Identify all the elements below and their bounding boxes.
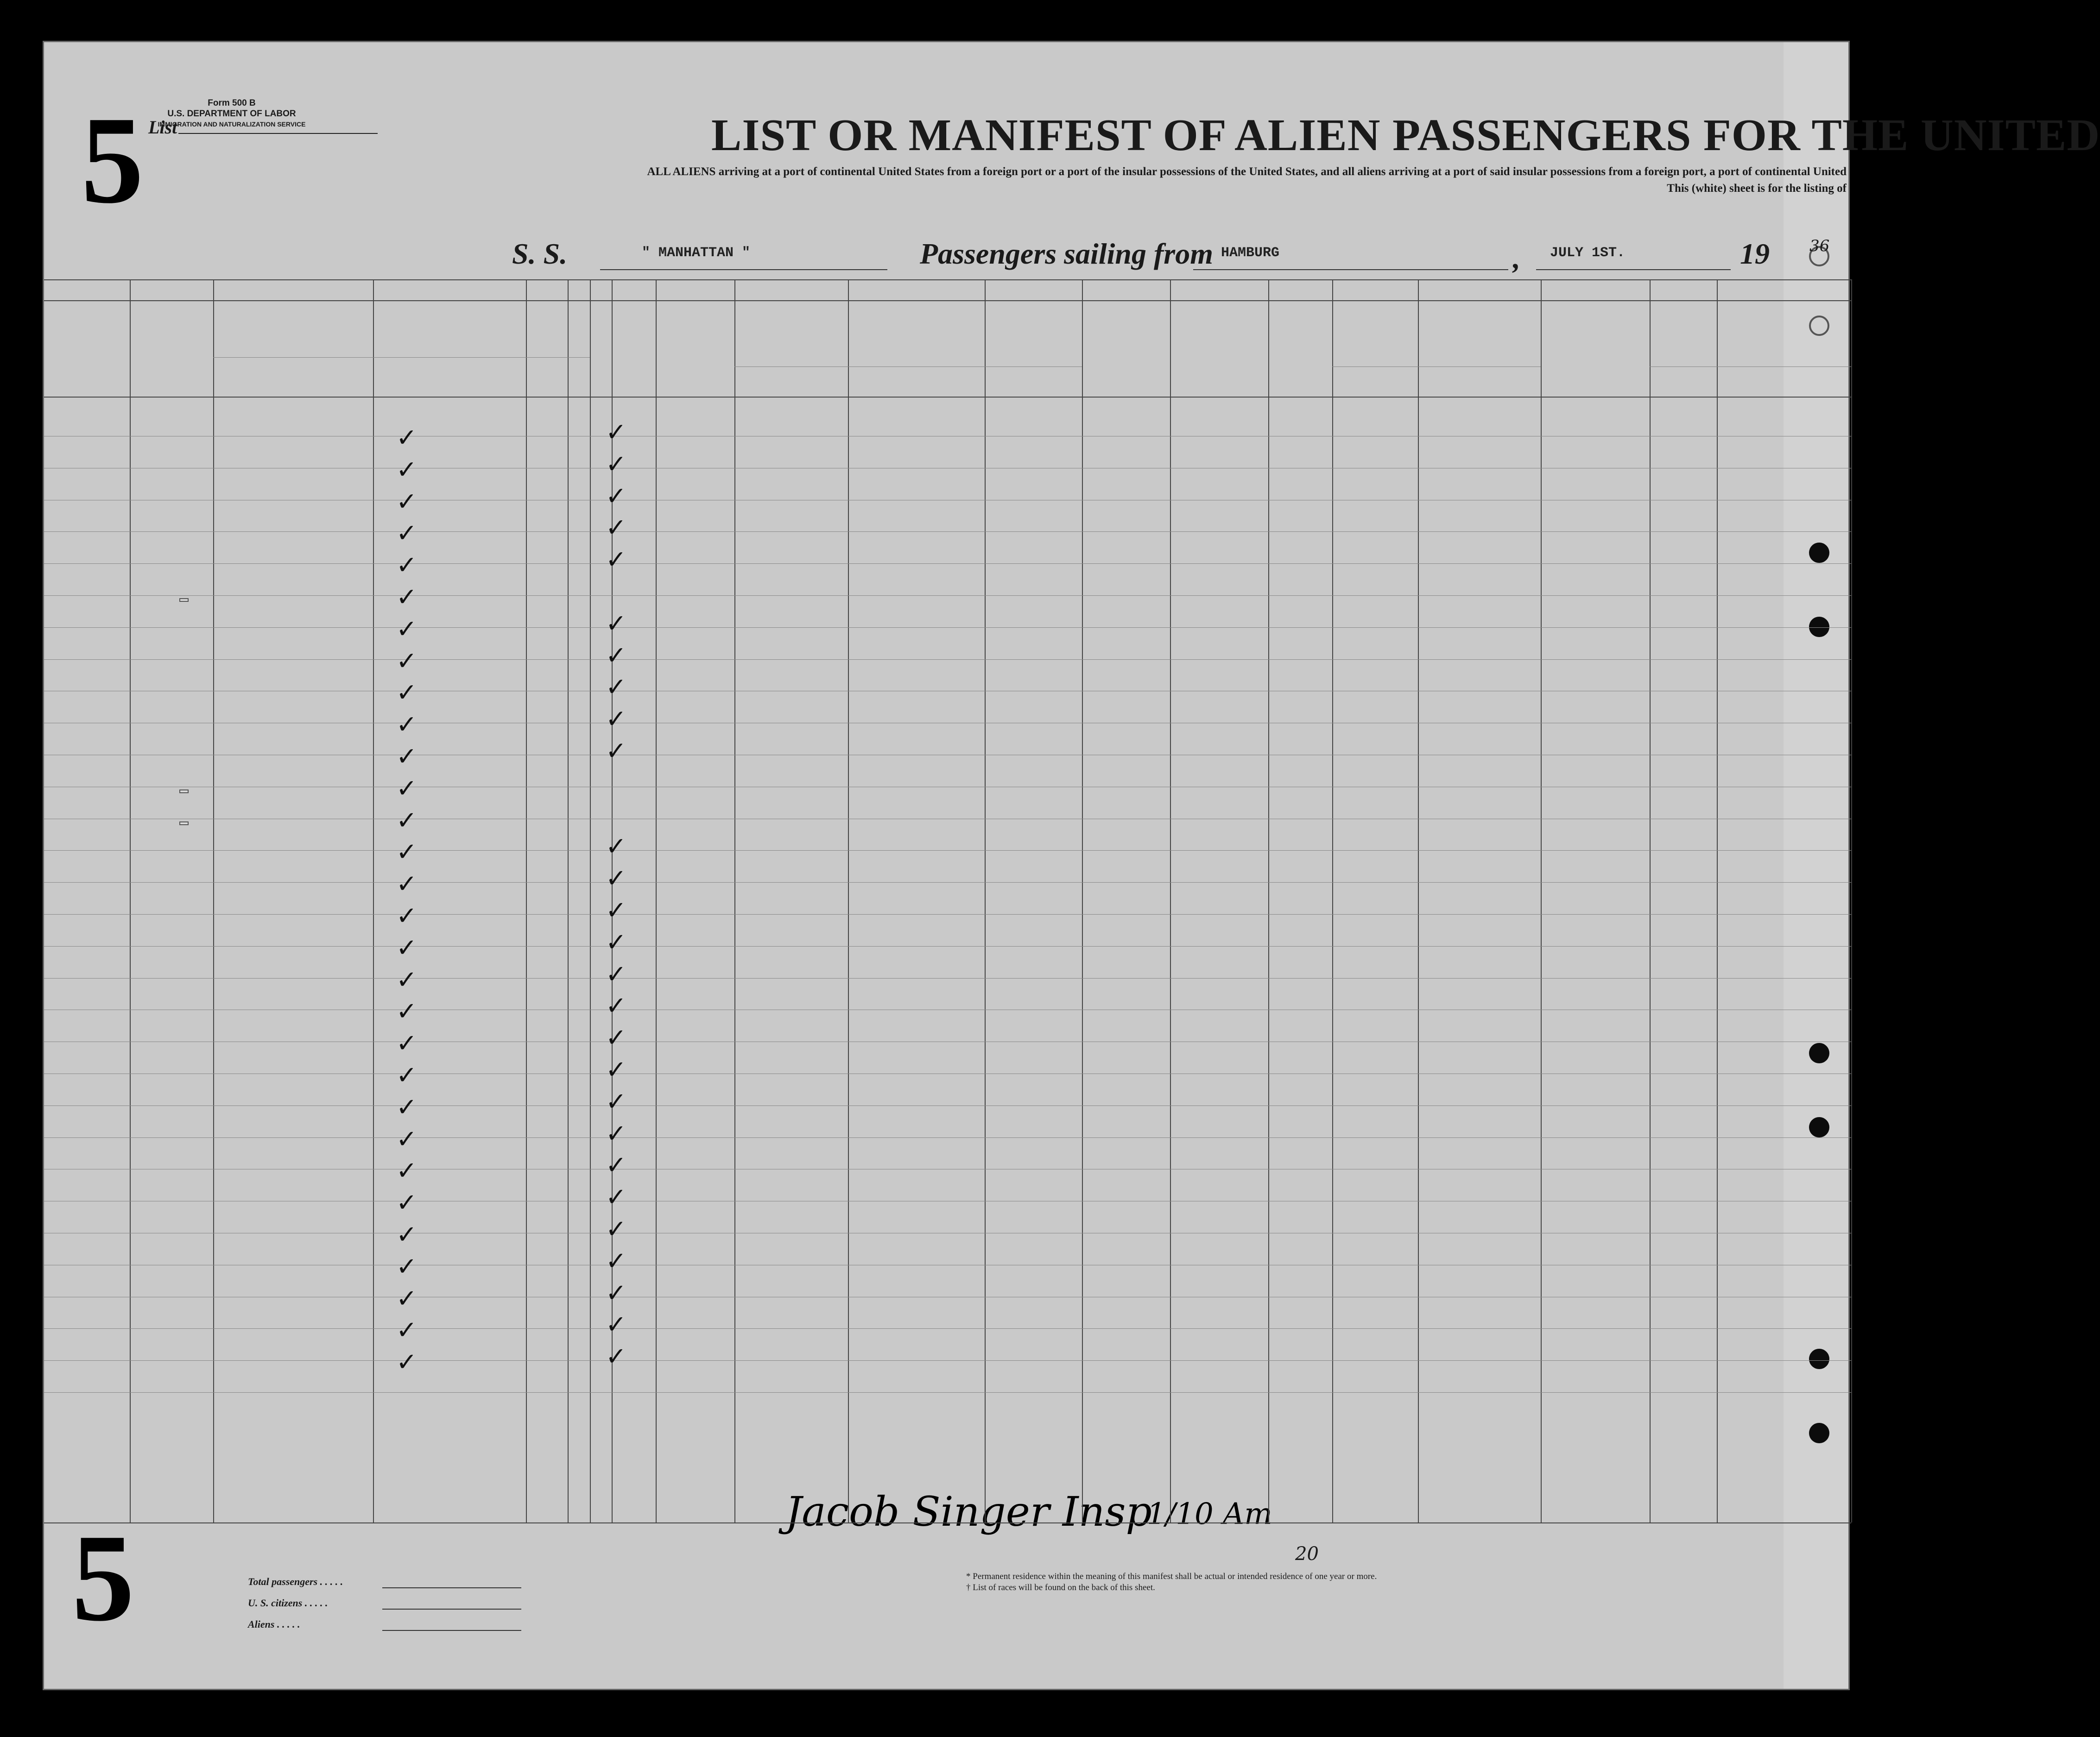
header-bottom-rule	[44, 397, 1851, 398]
able-subheader-rule	[734, 366, 1082, 367]
row-rule	[44, 946, 1851, 947]
row-rule	[44, 563, 1851, 564]
issued-subheader-rule	[1650, 366, 1851, 367]
check-mark-icon: ✓	[396, 1188, 417, 1218]
check-mark-icon: ✓	[396, 550, 417, 580]
column-divider	[1082, 279, 1083, 1522]
check-mark-icon: ✓	[606, 1246, 627, 1276]
check-mark-icon: ✓	[606, 1342, 627, 1371]
check-mark-icon: ✓	[396, 423, 417, 452]
port-fill-line	[1193, 269, 1508, 270]
check-mark-icon: ✓	[606, 672, 627, 702]
check-mark-icon: ✓	[396, 582, 417, 612]
comma: ,	[1513, 242, 1520, 275]
check-mark-icon: ✓	[606, 1118, 627, 1148]
check-mark-icon: ✓	[606, 545, 627, 575]
check-mark-icon: ✓	[396, 1315, 417, 1345]
total-passengers-label: Total passengers . . . . .	[248, 1576, 343, 1587]
column-divider	[526, 279, 527, 1522]
check-mark-icon: ✓	[606, 704, 627, 734]
check-mark-icon: ✓	[606, 1150, 627, 1180]
check-mark-icon: ✓	[396, 678, 417, 707]
check-mark-icon: ✓	[396, 901, 417, 930]
check-mark-icon: ✓	[606, 1278, 627, 1307]
check-mark-icon: ✓	[396, 1251, 417, 1281]
us-citizens-label: U. S. citizens . . . . .	[248, 1597, 328, 1609]
check-mark-icon: ✓	[606, 1023, 627, 1053]
check-mark-icon: ✓	[396, 805, 417, 835]
check-mark-icon: ✓	[606, 513, 627, 543]
manifest-table	[44, 279, 1851, 1521]
column-divider	[1418, 279, 1419, 1522]
check-mark-icon: ✓	[396, 773, 417, 803]
row-rule	[44, 1328, 1851, 1329]
footnote: * Permanent residence within the meaning of this manifest shall be actual or intended residence of one year or more.	[966, 1572, 1377, 1581]
subtitle-line: This (white) sheet is for the listing of	[1667, 182, 1847, 195]
check-mark-icon: ✓	[396, 486, 417, 516]
age-subheader-rule	[526, 357, 590, 358]
check-mark-icon: ✓	[606, 896, 627, 925]
check-mark-icon: ✓	[396, 1220, 417, 1249]
department-name: U.S. DEPARTMENT OF LABOR	[167, 109, 296, 119]
column-divider	[1170, 279, 1171, 1522]
handwritten-count: 20	[1295, 1543, 1319, 1565]
check-mark-icon: ✓	[606, 927, 627, 957]
check-mark-icon: ✓	[606, 481, 627, 511]
check-mark-icon: ✓	[396, 1124, 417, 1154]
check-mark-icon: ✓	[606, 417, 627, 447]
column-number-rule	[44, 300, 1851, 301]
row-rule	[44, 850, 1851, 851]
row-rule	[44, 531, 1851, 532]
column-divider	[848, 279, 849, 1522]
list-number-stamp-top: 5	[81, 91, 144, 229]
check-mark-icon: ✓	[606, 1310, 627, 1339]
row-rule	[44, 914, 1851, 915]
check-mark-icon: ✓	[606, 736, 627, 765]
ship-name: " MANHATTAN "	[642, 245, 751, 261]
row-rule	[44, 595, 1851, 596]
check-mark-icon: ✓	[606, 1086, 627, 1116]
check-mark-icon: ✓	[396, 455, 417, 484]
column-divider	[656, 279, 657, 1522]
list-number-stamp-bottom: 5	[72, 1509, 134, 1647]
page-subtitle	[461, 164, 1847, 197]
manifest-sheet	[43, 41, 2100, 1690]
column-divider	[130, 279, 131, 1522]
date-fill-line	[1536, 269, 1731, 270]
check-mark-icon: ✓	[396, 1283, 417, 1313]
check-mark-icon: ✓	[606, 608, 627, 638]
form-number: Form 500 B	[208, 98, 256, 108]
subtitle-line: ALL ALIENS arriving at a port of continental United States from a foreign port or a port of the insular possessions of the United States, and all aliens arriving at a port of said insular possessions from a foreign port, a port of continental United	[647, 165, 1847, 178]
check-mark-icon: ✓	[606, 449, 627, 479]
column-divider	[1851, 279, 1852, 1522]
check-mark-icon: ✓	[396, 742, 417, 771]
column-divider	[985, 279, 986, 1522]
birth-subheader-rule	[1332, 366, 1541, 367]
check-mark-icon: ✓	[606, 1182, 627, 1212]
aliens-label: Aliens . . . . .	[248, 1618, 300, 1630]
aliens-line	[382, 1630, 521, 1631]
row-rule	[44, 882, 1851, 883]
check-mark-icon: ✓	[606, 1055, 627, 1084]
row-rule	[44, 1105, 1851, 1106]
table-bottom-rule	[44, 1522, 1851, 1523]
check-mark-icon: ✓	[396, 837, 417, 867]
check-mark-icon: ✓	[606, 1214, 627, 1244]
sailing-date: JULY 1ST.	[1550, 245, 1626, 261]
us-citizen-stamp	[179, 598, 189, 602]
check-mark-icon: ✓	[396, 965, 417, 994]
check-mark-icon: ✓	[396, 518, 417, 548]
check-mark-icon: ✓	[396, 869, 417, 899]
us-citizen-stamp	[179, 821, 189, 825]
column-divider	[213, 279, 214, 1522]
ship-fill-line	[600, 269, 887, 270]
column-divider	[1541, 279, 1542, 1522]
check-mark-icon: ✓	[606, 864, 627, 893]
page-title: LIST OR MANIFEST OF ALIEN PASSENGERS FOR THE UNITED	[711, 110, 2100, 160]
check-mark-icon: ✓	[396, 1092, 417, 1122]
check-mark-icon: ✓	[396, 997, 417, 1026]
check-mark-icon: ✓	[606, 640, 627, 670]
column-divider	[1332, 279, 1333, 1522]
total-passengers-line	[382, 1587, 521, 1588]
column-divider	[734, 279, 735, 1522]
sailing-label: Passengers sailing from	[920, 237, 1213, 270]
year-suffix: 36	[1809, 237, 1830, 255]
row-rule	[44, 978, 1851, 979]
column-divider	[1650, 279, 1651, 1522]
check-mark-icon: ✓	[396, 933, 417, 962]
column-divider	[590, 279, 591, 1522]
handwritten-mark: 1/10 Am	[1147, 1497, 1272, 1531]
table-top-rule	[44, 279, 1851, 280]
service-name: IMMIGRATION AND NATURALIZATION SERVICE	[158, 120, 306, 128]
column-divider	[1268, 279, 1269, 1522]
list-fill-line	[178, 133, 378, 134]
handwritten-signature: Jacob Singer Insp	[785, 1488, 1152, 1535]
year-prefix: 19	[1740, 237, 1770, 270]
column-divider	[1717, 279, 1718, 1522]
list-label: List	[148, 117, 177, 138]
row-rule	[44, 1137, 1851, 1138]
check-mark-icon: ✓	[396, 1156, 417, 1186]
check-mark-icon: ✓	[396, 646, 417, 676]
footnote: † List of races will be found on the back of this sheet.	[966, 1583, 1155, 1592]
us-citizen-stamp	[179, 790, 189, 793]
footnotes	[966, 1571, 1377, 1593]
check-mark-icon: ✓	[396, 710, 417, 739]
departure-port: HAMBURG	[1221, 245, 1280, 261]
check-mark-icon: ✓	[396, 1347, 417, 1377]
ss-label: S. S.	[512, 237, 568, 270]
check-mark-icon: ✓	[396, 1029, 417, 1058]
row-rule	[44, 627, 1851, 628]
column-divider	[373, 279, 374, 1522]
name-subheader-rule	[213, 357, 526, 358]
row-rule	[44, 1360, 1851, 1361]
totals-block	[248, 1571, 343, 1635]
us-citizens-line	[382, 1609, 521, 1610]
check-mark-icon: ✓	[606, 959, 627, 989]
check-mark-icon: ✓	[396, 614, 417, 644]
row-rule	[44, 1392, 1851, 1393]
check-mark-icon: ✓	[396, 1061, 417, 1090]
check-mark-icon: ✓	[606, 991, 627, 1021]
column-divider	[568, 279, 569, 1522]
row-rule	[44, 659, 1851, 660]
check-mark-icon: ✓	[606, 832, 627, 861]
